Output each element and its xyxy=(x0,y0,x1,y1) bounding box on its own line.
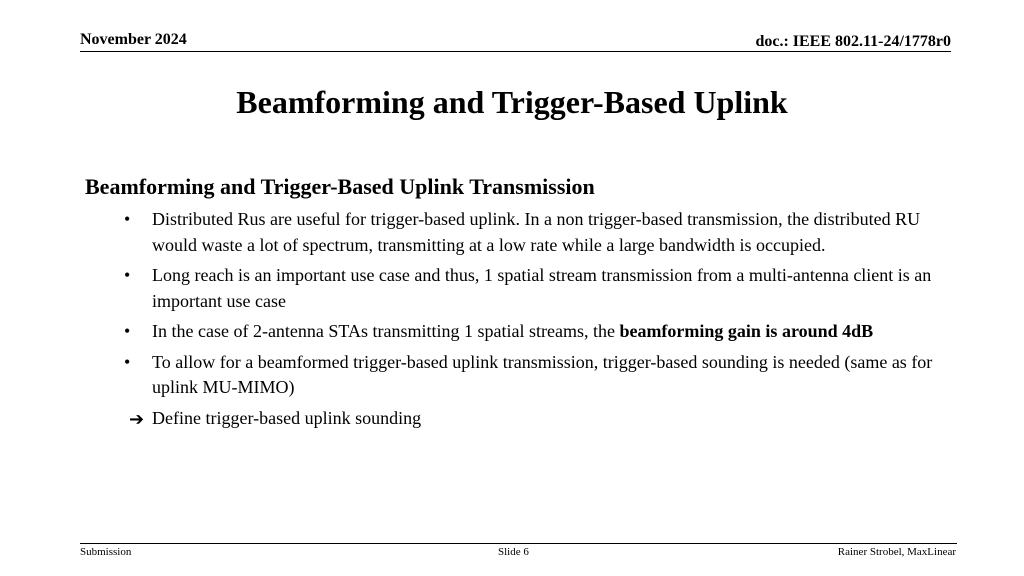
bullet-item xyxy=(85,263,945,314)
conclusion-line xyxy=(85,406,945,432)
footer-divider xyxy=(80,543,957,544)
bullet-text: To allow for a beamformed trigger-based uplink transmission, trigger-based sounding is needed (same as for uplink MU-MIMO) xyxy=(152,351,933,397)
bullet-text-bold: beamforming gain is around 4dB xyxy=(619,321,874,341)
slide-title: Beamforming and Trigger-Based Uplink xyxy=(236,84,788,120)
section-heading: Beamforming and Trigger-Based Uplink Transmission xyxy=(85,174,595,199)
bullet-marker: • xyxy=(124,209,131,229)
header-divider xyxy=(80,51,951,52)
bullet-list xyxy=(85,207,945,401)
bullet-text: In the case of 2-antenna STAs transmitting 1 spatial streams, the xyxy=(152,321,620,341)
footer-slide-number: Slide 6 xyxy=(498,546,529,558)
conclusion-text: Define trigger-based uplink sounding xyxy=(152,407,422,428)
footer-author: Rainer Strobel, MaxLinear xyxy=(837,546,956,558)
bullet-marker: • xyxy=(124,321,131,341)
bullet-item xyxy=(85,319,945,345)
bullet-text: Distributed Rus are useful for trigger-based uplink. In a non trigger-based transmission, the distributed RU would waste a lot of spectrum, transmitting at a low rate while a large bandwidth is occupied. xyxy=(152,209,921,255)
bullet-item xyxy=(85,207,945,258)
bullet-marker: • xyxy=(124,351,131,372)
right-arrow-icon: ➔ xyxy=(129,408,145,430)
header-date: November 2024 xyxy=(80,31,187,48)
slide-content xyxy=(85,173,945,431)
header-doc-id: doc.: IEEE 802.11-24/1778r0 xyxy=(755,33,951,50)
footer-submission: Submission xyxy=(80,546,132,558)
bullet-marker: • xyxy=(124,265,131,285)
bullet-item xyxy=(85,350,945,401)
bullet-text: Long reach is an important use case and thus, 1 spatial stream transmission from a multi-antenna client is an important use case xyxy=(152,265,932,311)
